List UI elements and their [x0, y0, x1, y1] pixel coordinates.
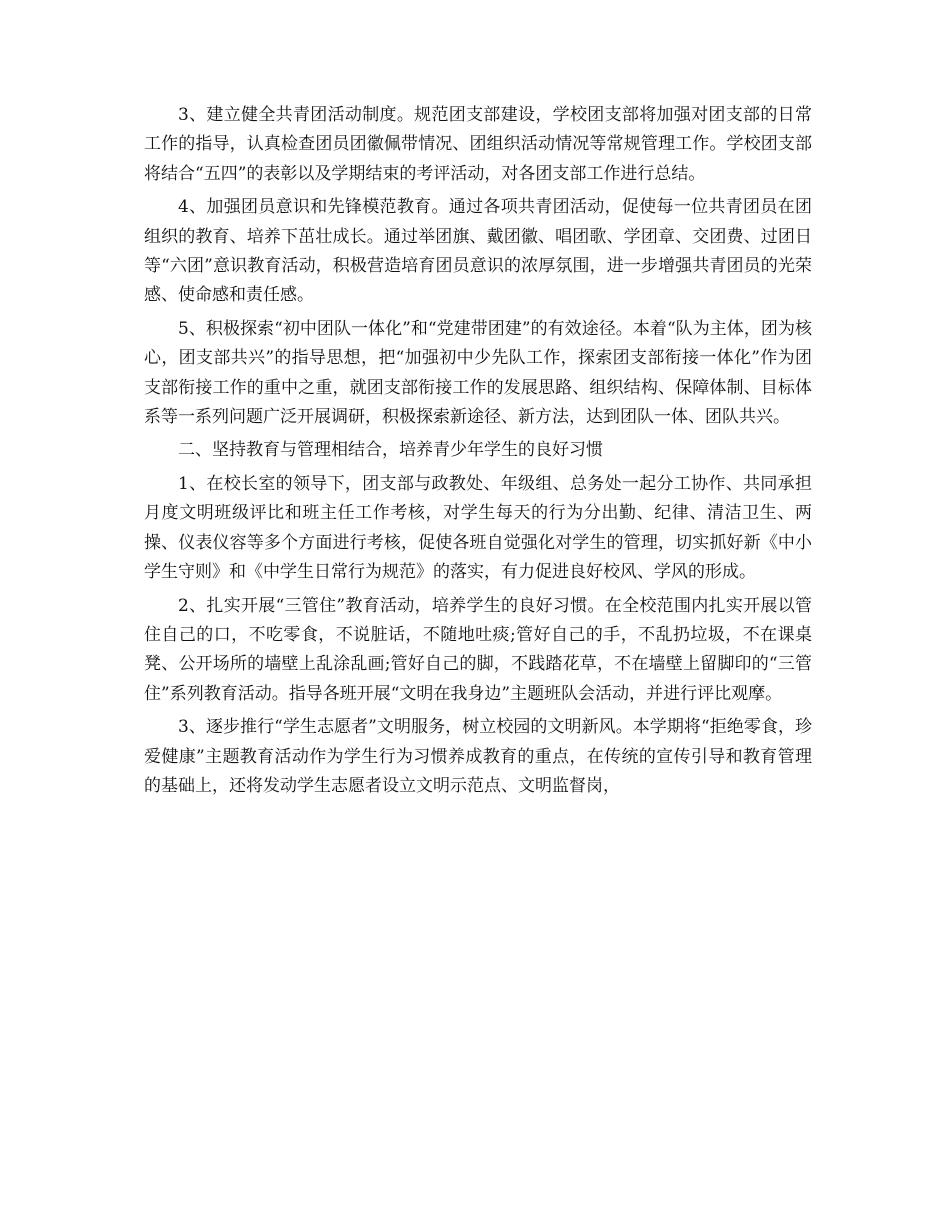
paragraph-1-management: 1、在校长室的领导下，团支部与政教处、年级组、总务处一起分工协作、共同承担月度文明班级评比和班主任工作考核，对学生每天的行为分出勤、纪律、清洁卫生、两操、仪表仪容等多个方面进行考核，促使各班自觉强化对学生的管理，切实抓好新《中小学生守则》和《中学生日常行为规范》的落实，有力促进良好校风、学风的形成。	[144, 473, 812, 583]
paragraph-5-integration: 5、积极探索“初中团队一体化”和“党建带团建”的有效途径。本着“队为主体，团为核心，团支部共兴”的指导思想，把“加强初中少先队工作，探索团支部衔接一体化”作为团支部衔接工作的重中之重，就团支部衔接工作的发展思路、组织结构、保障体制、目标体系等一系列问题广泛开展调研，积极探索新途径、新方法，达到团队一体、团队共兴。	[144, 318, 812, 428]
paragraph-3-volunteers: 3、逐步推行“学生志愿者”文明服务，树立校园的文明新风。本学期将“拒绝零食，珍爱健康”主题教育活动作为学生行为习惯养成教育的重点，在传统的宣传引导和教育管理的基础上，还将发动学生志愿者设立文明示范点、文明监督岗，	[144, 717, 812, 796]
document-body	[144, 101, 812, 805]
paragraph-2-three-controls: 2、扎实开展“三管住”教育活动，培养学生的良好习惯。在全校范围内扎实开展以管住自己的口，不吃零食，不说脏话，不随地吐痰;管好自己的手，不乱扔垃圾，不在课桌凳、公开场所的墙壁上乱涂乱画;管好自己的脚，不践踏花草，不在墙壁上留脚印的“三管住”系列教育活动。指导各班开展“文明在我身边”主题班队会活动，并进行评比观摩。	[144, 595, 812, 704]
paragraph-4-member-awareness: 4、加强团员意识和先锋模范教育。通过各项共青团活动，促使每一位共青团员在团组织的教育、培养下茁壮成长。通过举团旗、戴团徽、唱团歌、学团章、交团费、过团日等“六团”意识教育活动，积极营造培育团员意识的浓厚氛围，进一步增强共青团员的光荣感、使命感和责任感。	[144, 197, 812, 306]
section-heading-2: 二、坚持教育与管理相结合，培养青少年学生的良好习惯	[178, 440, 603, 461]
paragraph-3-youth-league-system: 3、建立健全共青团活动制度。规范团支部建设，学校团支部将加强对团支部的日常工作的指导，认真检查团员团徽佩带情况、团组织活动情况等常规管理工作。学校团支部将结合“五四”的表彰以及学期结束的考评活动，对各团支部工作进行总结。	[144, 105, 812, 184]
